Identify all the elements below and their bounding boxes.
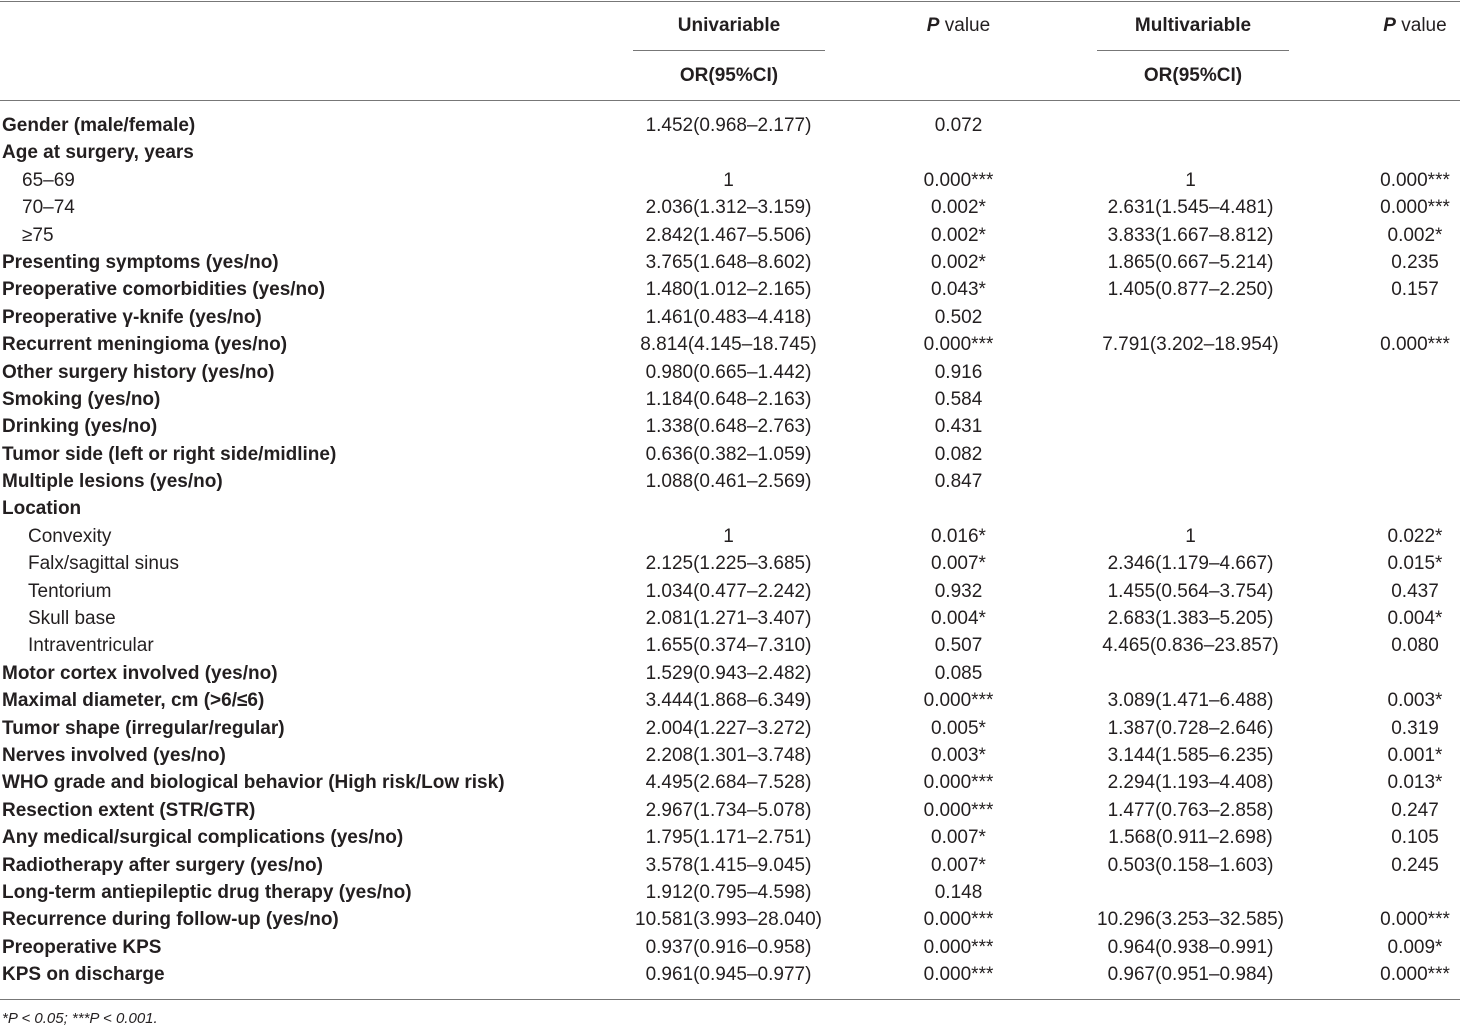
univariable-or-cell: 3.578(1.415–9.045) bbox=[645, 854, 812, 876]
univariable-or-cell: 2.842(1.467–5.506) bbox=[645, 224, 812, 246]
table-row bbox=[0, 550, 1460, 577]
p-word: value bbox=[944, 15, 991, 36]
table-row bbox=[0, 304, 1460, 331]
table-row bbox=[0, 879, 1460, 906]
multivariable-p-cell: 0.000*** bbox=[1380, 334, 1450, 356]
multivariable-or-cell: 2.294(1.193–4.408) bbox=[1107, 772, 1274, 794]
univariable-p-cell: 0.000*** bbox=[923, 799, 994, 821]
row-label: Intraventricular bbox=[28, 635, 154, 657]
or-ci-header-1: OR(95%CI) bbox=[679, 65, 779, 86]
row-label: Maximal diameter, cm (>6/≤6) bbox=[2, 690, 265, 712]
multivariable-or-cell: 0.503(0.158–1.603) bbox=[1107, 854, 1274, 876]
univariable-or-cell: 0.980(0.665–1.442) bbox=[645, 361, 812, 383]
univariable-p-cell: 0.507 bbox=[934, 635, 983, 657]
row-label: Falx/sagittal sinus bbox=[28, 553, 180, 575]
row-label: WHO grade and biological behavior (High risk/Low risk) bbox=[2, 772, 505, 794]
table-row bbox=[0, 769, 1460, 796]
p-word: value bbox=[1401, 15, 1447, 36]
multivariable-or-cell: 4.465(0.836–23.857) bbox=[1102, 635, 1279, 657]
row-label: 65–69 bbox=[22, 169, 75, 191]
univariable-or-cell: 1.338(0.648–2.763) bbox=[645, 416, 812, 438]
multivariable-p-cell: 0.001* bbox=[1387, 744, 1443, 766]
row-label: Multiple lesions (yes/no) bbox=[2, 471, 223, 493]
multivariable-p-cell: 0.080 bbox=[1391, 635, 1439, 657]
table-row bbox=[0, 660, 1460, 687]
p-italic: P bbox=[926, 15, 940, 36]
row-label: 70–74 bbox=[22, 197, 75, 219]
univariable-p-cell: 0.916 bbox=[934, 361, 983, 383]
table-row bbox=[0, 222, 1460, 249]
univariable-or-cell: 1.452(0.968–2.177) bbox=[645, 115, 812, 136]
table-row bbox=[0, 578, 1460, 605]
table-row bbox=[0, 961, 1460, 988]
univariable-p-cell: 0.016* bbox=[931, 525, 986, 547]
univariable-or-cell: 0.961(0.945–0.977) bbox=[645, 964, 812, 986]
univariable-or-cell: 2.967(1.734–5.078) bbox=[645, 799, 812, 821]
univariable-or-cell: 2.125(1.225–3.685) bbox=[645, 553, 812, 575]
univariable-p-cell: 0.000*** bbox=[923, 964, 994, 986]
table-row bbox=[0, 249, 1460, 276]
univariable-or-cell: 1 bbox=[723, 525, 734, 547]
multivariable-p-cell: 0.437 bbox=[1391, 580, 1439, 602]
univariable-or-cell: 1.912(0.795–4.598) bbox=[645, 881, 812, 903]
multivariable-or-cell: 1.455(0.564–3.754) bbox=[1107, 580, 1274, 602]
univariable-or-cell: 2.004(1.227–3.272) bbox=[645, 717, 812, 739]
table-row bbox=[0, 852, 1460, 879]
table-row bbox=[0, 715, 1460, 742]
row-label: Preoperative comorbidities (yes/no) bbox=[2, 279, 326, 301]
row-label: Gender (male/female) bbox=[2, 115, 196, 136]
univariable-p-cell: 0.007* bbox=[931, 553, 986, 575]
multivariable-or-cell: 3.833(1.667–8.812) bbox=[1107, 224, 1274, 246]
multivariable-header: Multivariable bbox=[1134, 15, 1252, 36]
univariable-or-cell: 3.765(1.648–8.602) bbox=[645, 251, 812, 273]
multivariable-or-cell: 0.964(0.938–0.991) bbox=[1107, 936, 1274, 958]
table-row bbox=[0, 495, 1460, 522]
multivariable-or-cell: 1.477(0.763–2.858) bbox=[1107, 799, 1274, 821]
univariable-or-cell: 1.480(1.012–2.165) bbox=[645, 279, 812, 301]
row-label: Tentorium bbox=[28, 580, 112, 602]
row-label: Tumor shape (irregular/regular) bbox=[2, 717, 285, 739]
univariable-or-cell: 3.444(1.868–6.349) bbox=[645, 690, 812, 712]
row-label: Tumor side (left or right side/midline) bbox=[2, 443, 337, 465]
multivariable-or-cell: 1.405(0.877–2.250) bbox=[1107, 279, 1274, 301]
univariable-p-cell: 0.007* bbox=[931, 827, 986, 849]
univariable-underline bbox=[633, 50, 825, 51]
multivariable-p-cell: 0.235 bbox=[1391, 251, 1439, 273]
univariable-p-cell: 0.431 bbox=[934, 416, 983, 438]
univariable-p-cell: 0.072 bbox=[934, 115, 983, 136]
multivariable-or-cell: 2.346(1.179–4.667) bbox=[1107, 553, 1274, 575]
univariable-or-cell: 1.184(0.648–2.163) bbox=[645, 388, 812, 410]
row-label: Presenting symptoms (yes/no) bbox=[2, 251, 279, 273]
table-row bbox=[0, 167, 1460, 194]
table-row bbox=[0, 139, 1460, 166]
table-row bbox=[0, 797, 1460, 824]
table-row bbox=[0, 112, 1460, 139]
multivariable-p-cell: 0.009* bbox=[1387, 936, 1443, 958]
row-label: Skull base bbox=[28, 608, 116, 630]
table-row bbox=[0, 413, 1460, 440]
univariable-p-cell: 0.000*** bbox=[923, 936, 994, 958]
row-label: Recurrent meningioma (yes/no) bbox=[2, 334, 288, 356]
table-row bbox=[0, 194, 1460, 221]
multivariable-p-cell: 0.015* bbox=[1387, 553, 1443, 575]
multivariable-p-cell: 0.000*** bbox=[1380, 964, 1450, 986]
table-row bbox=[0, 687, 1460, 714]
multivariable-p-cell: 0.013* bbox=[1387, 772, 1443, 794]
p-italic: P bbox=[1383, 15, 1396, 36]
multivariable-p-cell: 0.157 bbox=[1391, 279, 1439, 301]
table-row bbox=[0, 276, 1460, 303]
univariable-p-cell: 0.000*** bbox=[923, 690, 994, 712]
row-label: Radiotherapy after surgery (yes/no) bbox=[2, 854, 323, 876]
multivariable-p-cell: 0.319 bbox=[1391, 717, 1439, 739]
table-bottom-rule bbox=[0, 999, 1460, 1000]
univariable-p-cell: 0.000*** bbox=[923, 772, 994, 794]
row-label: Other surgery history (yes/no) bbox=[2, 361, 275, 383]
table-row bbox=[0, 386, 1460, 413]
row-label: Age at surgery, years bbox=[2, 142, 194, 164]
univariable-p-cell: 0.003* bbox=[931, 744, 986, 766]
univariable-or-cell: 1.088(0.461–2.569) bbox=[645, 471, 812, 493]
or-ci-header-2: OR(95%CI) bbox=[1143, 65, 1243, 86]
multivariable-or-cell: 2.683(1.383–5.205) bbox=[1107, 608, 1274, 630]
header-bottom-rule bbox=[0, 100, 1460, 101]
univariable-p-cell: 0.085 bbox=[934, 662, 983, 684]
table-row bbox=[0, 441, 1460, 468]
univariable-p-cell: 0.502 bbox=[934, 306, 983, 328]
multivariable-p-cell: 0.004* bbox=[1387, 608, 1443, 630]
row-label: Preoperative KPS bbox=[2, 936, 162, 958]
multivariable-or-cell: 1.568(0.911–2.698) bbox=[1108, 827, 1273, 849]
univariable-p-cell: 0.002* bbox=[931, 197, 986, 219]
univariable-p-cell: 0.000*** bbox=[923, 334, 994, 356]
multivariable-p-cell: 0.000*** bbox=[1380, 169, 1450, 191]
univariable-or-cell: 0.636(0.382–1.059) bbox=[645, 443, 812, 465]
univariable-p-cell: 0.932 bbox=[934, 580, 983, 602]
row-label: Long-term antiepileptic drug therapy (yes/no) bbox=[2, 881, 412, 903]
table-row bbox=[0, 742, 1460, 769]
multivariable-or-cell: 10.296(3.253–32.585) bbox=[1097, 909, 1284, 931]
univariable-or-cell: 2.081(1.271–3.407) bbox=[645, 608, 812, 630]
table-row bbox=[0, 632, 1460, 659]
univariable-p-cell: 0.000*** bbox=[923, 909, 994, 931]
p-value-header-1 bbox=[900, 15, 1017, 37]
univariable-p-cell: 0.005* bbox=[931, 717, 986, 739]
univariable-p-cell: 0.148 bbox=[934, 881, 983, 903]
multivariable-p-cell: 0.105 bbox=[1391, 827, 1439, 849]
univariable-or-cell: 1.655(0.374–7.310) bbox=[645, 635, 812, 657]
multivariable-or-cell: 2.631(1.545–4.481) bbox=[1107, 197, 1274, 219]
univariable-or-cell: 1.529(0.943–2.482) bbox=[645, 662, 812, 684]
univariable-p-cell: 0.847 bbox=[934, 471, 983, 493]
univariable-header: Univariable bbox=[677, 15, 781, 36]
multivariable-or-cell: 1 bbox=[1185, 525, 1196, 547]
table-row bbox=[0, 523, 1460, 550]
table-top-rule bbox=[0, 1, 1460, 2]
univariable-or-cell: 10.581(3.993–28.040) bbox=[635, 909, 822, 931]
table-row bbox=[0, 906, 1460, 933]
table-row bbox=[0, 331, 1460, 358]
row-label: Drinking (yes/no) bbox=[2, 416, 158, 438]
univariable-p-cell: 0.004* bbox=[931, 608, 986, 630]
row-label: Resection extent (STR/GTR) bbox=[2, 799, 256, 821]
univariable-or-cell: 1.034(0.477–2.242) bbox=[645, 580, 812, 602]
multivariable-or-cell: 7.791(3.202–18.954) bbox=[1102, 334, 1279, 356]
multivariable-p-cell: 0.022* bbox=[1387, 525, 1443, 547]
univariable-or-cell: 0.937(0.916–0.958) bbox=[645, 936, 812, 958]
table-row bbox=[0, 824, 1460, 851]
multivariable-or-cell: 0.967(0.951–0.984) bbox=[1107, 964, 1274, 986]
table-row bbox=[0, 934, 1460, 961]
multivariable-p-cell: 0.000*** bbox=[1380, 909, 1450, 931]
row-label: Smoking (yes/no) bbox=[2, 388, 161, 410]
multivariable-p-cell: 0.247 bbox=[1391, 799, 1439, 821]
multivariable-p-cell: 0.002* bbox=[1387, 224, 1443, 246]
table-body bbox=[0, 112, 1460, 989]
univariable-or-cell: 4.495(2.684–7.528) bbox=[645, 772, 812, 794]
univariable-or-cell: 1.461(0.483–4.418) bbox=[645, 306, 812, 328]
univariable-or-cell: 1.795(1.171–2.751) bbox=[645, 827, 812, 849]
multivariable-or-cell: 1.865(0.667–5.214) bbox=[1107, 251, 1274, 273]
row-label: Nerves involved (yes/no) bbox=[2, 744, 226, 766]
multivariable-or-cell: 1 bbox=[1185, 169, 1196, 191]
univariable-or-cell: 1 bbox=[723, 169, 734, 191]
univariable-p-cell: 0.007* bbox=[931, 854, 986, 876]
univariable-p-cell: 0.002* bbox=[931, 251, 986, 273]
univariable-p-cell: 0.002* bbox=[931, 224, 986, 246]
univariable-or-cell: 8.814(4.145–18.745) bbox=[640, 334, 817, 356]
univariable-p-cell: 0.000*** bbox=[923, 169, 994, 191]
univariable-or-cell: 2.036(1.312–3.159) bbox=[645, 197, 812, 219]
multivariable-p-cell: 0.245 bbox=[1391, 854, 1439, 876]
row-label: Motor cortex involved (yes/no) bbox=[2, 662, 278, 684]
row-label: Preoperative γ-knife (yes/no) bbox=[2, 306, 262, 328]
row-label: Any medical/surgical complications (yes/no) bbox=[2, 827, 404, 849]
footnote: *P < 0.05; ***P < 0.001. bbox=[2, 1010, 158, 1027]
multivariable-or-cell: 3.089(1.471–6.488) bbox=[1107, 690, 1274, 712]
multivariable-or-cell: 3.144(1.585–6.235) bbox=[1107, 744, 1274, 766]
table-row bbox=[0, 359, 1460, 386]
row-label: Recurrence during follow-up (yes/no) bbox=[2, 909, 339, 931]
univariable-p-cell: 0.082 bbox=[934, 443, 983, 465]
row-label: KPS on discharge bbox=[2, 964, 165, 986]
multivariable-p-cell: 0.000*** bbox=[1380, 197, 1450, 219]
univariable-p-cell: 0.043* bbox=[931, 279, 986, 301]
univariable-or-cell: 2.208(1.301–3.748) bbox=[645, 744, 812, 766]
row-label: ≥75 bbox=[22, 224, 54, 246]
multivariable-or-cell: 1.387(0.728–2.646) bbox=[1107, 717, 1274, 739]
row-label: Convexity bbox=[28, 525, 112, 547]
table-row bbox=[0, 605, 1460, 632]
p-value-header-2 bbox=[1345, 15, 1460, 37]
table-row bbox=[0, 468, 1460, 495]
univariable-p-cell: 0.584 bbox=[934, 388, 983, 410]
row-label: Location bbox=[2, 498, 82, 520]
multivariable-underline bbox=[1097, 50, 1289, 51]
multivariable-p-cell: 0.003* bbox=[1387, 690, 1443, 712]
